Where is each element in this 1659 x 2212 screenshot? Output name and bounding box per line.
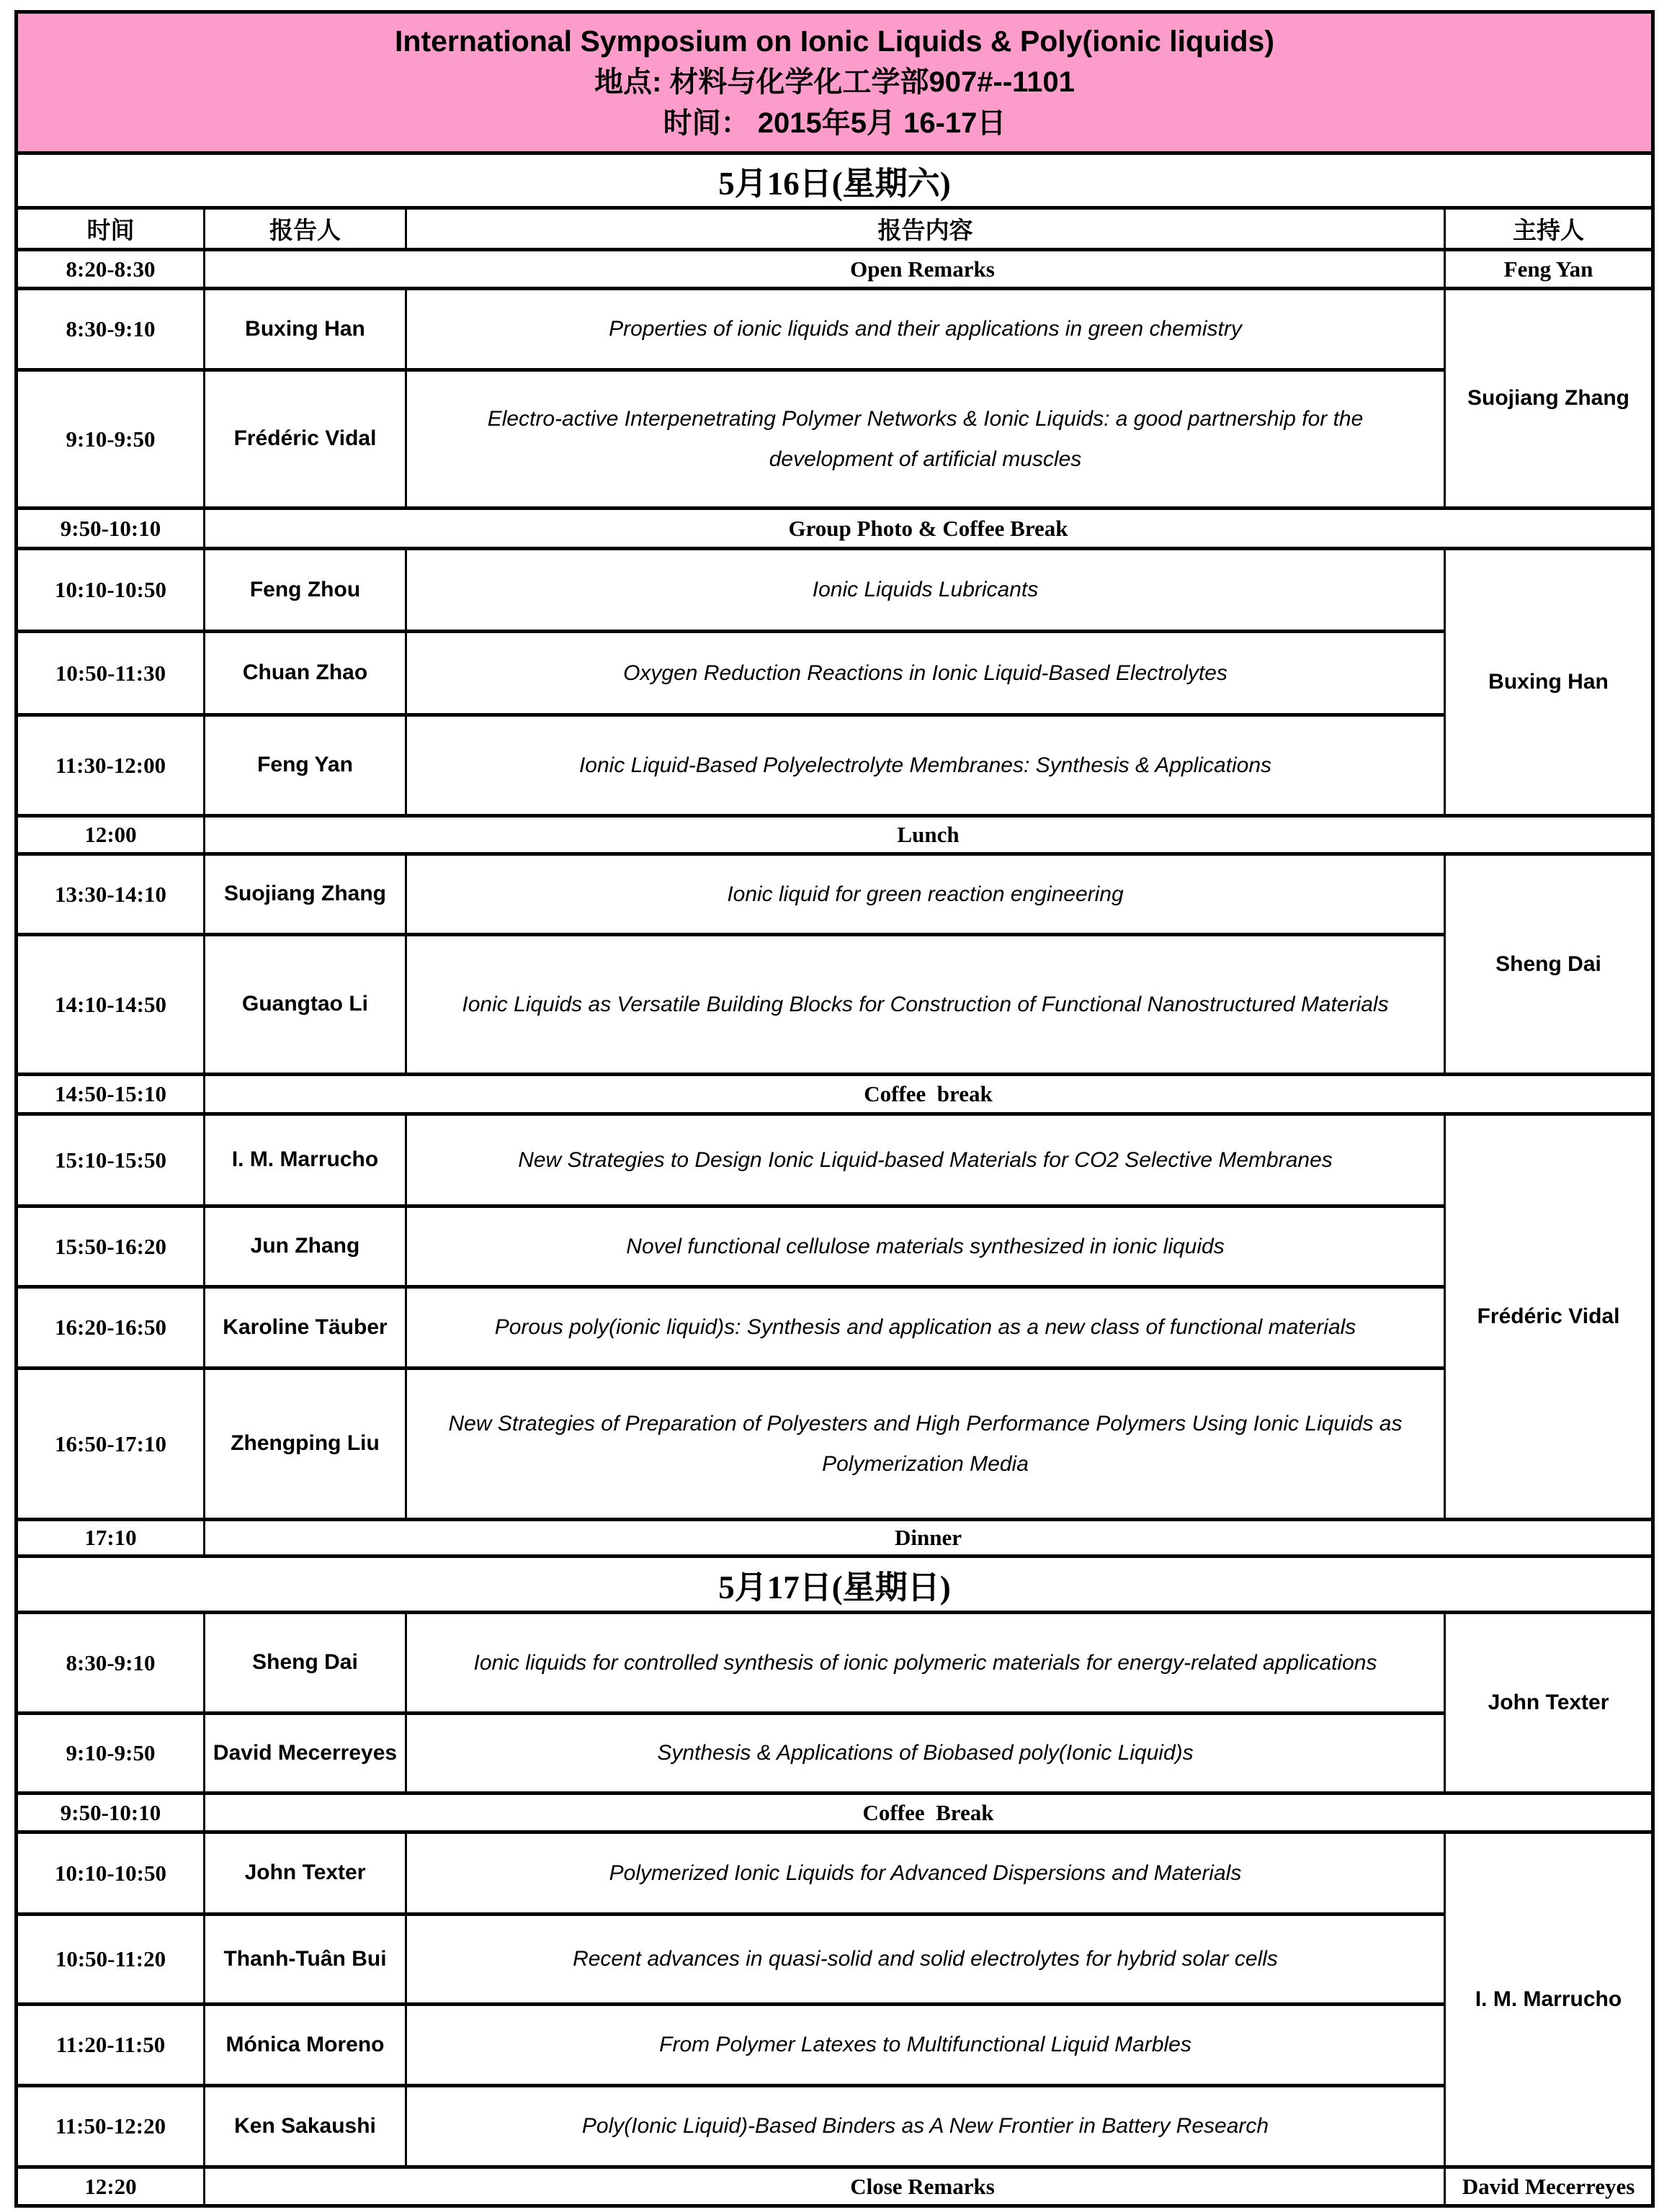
talk-title-cell: Polymerized Ionic Liquids for Advanced Dispersions and Materials xyxy=(406,1832,1445,1915)
time-cell: 8:20-8:30 xyxy=(17,250,205,289)
schedule-page xyxy=(14,10,1655,2208)
table-row xyxy=(17,1114,1653,1206)
talk-title-cell: Porous poly(ionic liquid)s: Synthesis and application as a new class of functional materials xyxy=(406,1287,1445,1369)
speaker-cell: Zhengping Liu xyxy=(205,1369,406,1520)
col-header-speaker: 报告人 xyxy=(205,208,406,250)
chair-cell: David Mecerreyes xyxy=(1445,2167,1653,2206)
speaker-cell: Feng Yan xyxy=(205,715,406,816)
table-row xyxy=(17,2086,1653,2167)
table-row xyxy=(17,715,1653,816)
speaker-cell: Karoline Täuber xyxy=(205,1287,406,1369)
time-cell: 16:20-16:50 xyxy=(17,1287,205,1369)
talk-title-cell: Ionic liquids for controlled synthesis of ionic polymeric materials for energy-related applications xyxy=(406,1613,1445,1714)
speaker-cell: Guangtao Li xyxy=(205,935,406,1075)
time-cell: 17:10 xyxy=(17,1520,205,1557)
speaker-cell: Feng Zhou xyxy=(205,549,406,632)
time-cell: 16:50-17:10 xyxy=(17,1369,205,1520)
speaker-cell: Thanh-Tuân Bui xyxy=(205,1915,406,2005)
chair-cell: I. M. Marrucho xyxy=(1445,1832,1653,2167)
talk-title-cell: New Strategies to Design Ionic Liquid-based Materials for CO2 Selective Membranes xyxy=(406,1114,1445,1206)
talk-title-cell: Ionic Liquid-Based Polyelectrolyte Membranes: Synthesis & Applications xyxy=(406,715,1445,816)
talk-title-cell: New Strategies of Preparation of Polyesters and High Performance Polymers Using Ionic Liquids as Polymerization Media xyxy=(406,1369,1445,1520)
break-label-cell: Close Remarks xyxy=(205,2167,1445,2206)
time-cell: 15:10-15:50 xyxy=(17,1114,205,1206)
chair-cell: Frédéric Vidal xyxy=(1445,1114,1653,1520)
talk-title-cell: Synthesis & Applications of Biobased poly(Ionic Liquid)s xyxy=(406,1714,1445,1794)
talk-title-cell: From Polymer Latexes to Multifunctional Liquid Marbles xyxy=(406,2005,1445,2086)
table-row xyxy=(17,1832,1653,1915)
table-row xyxy=(17,816,1653,854)
table-row xyxy=(17,2005,1653,2086)
speaker-cell: Frédéric Vidal xyxy=(205,370,406,509)
chair-cell: Suojiang Zhang xyxy=(1445,289,1653,509)
talk-title-cell: Ionic Liquids Lubricants xyxy=(406,549,1445,632)
table-row xyxy=(17,935,1653,1075)
table-row xyxy=(17,1794,1653,1832)
talk-title-cell: Ionic liquid for green reaction engineering xyxy=(406,854,1445,935)
break-label-cell: Open Remarks xyxy=(205,250,1445,289)
table-row xyxy=(17,854,1653,935)
table-row xyxy=(17,370,1653,509)
time-cell: 11:50-12:20 xyxy=(17,2086,205,2167)
speaker-cell: Mónica Moreno xyxy=(205,2005,406,2086)
col-header-time: 时间 xyxy=(17,208,205,250)
table-row xyxy=(17,1369,1653,1520)
speaker-cell: Suojiang Zhang xyxy=(205,854,406,935)
time-cell: 14:50-15:10 xyxy=(17,1075,205,1114)
time-cell: 11:20-11:50 xyxy=(17,2005,205,2086)
talk-title-cell: Poly(Ionic Liquid)-Based Binders as A New Frontier in Battery Research xyxy=(406,2086,1445,2167)
table-row xyxy=(17,1714,1653,1794)
table-row xyxy=(17,1915,1653,2005)
table-row xyxy=(17,250,1653,289)
chair-cell: Feng Yan xyxy=(1445,250,1653,289)
day1-date-header: 5月16日(星期六) xyxy=(17,153,1653,208)
chair-cell: John Texter xyxy=(1445,1613,1653,1794)
time-cell: 10:10-10:50 xyxy=(17,549,205,632)
time-cell: 13:30-14:10 xyxy=(17,854,205,935)
time-cell: 8:30-9:10 xyxy=(17,1613,205,1714)
time-cell: 8:30-9:10 xyxy=(17,289,205,370)
banner-location-line: 地点: 材料与化学化工学部907#--1101 xyxy=(594,66,1075,98)
col-header-chair: 主持人 xyxy=(1445,208,1653,250)
time-cell: 12:00 xyxy=(17,816,205,854)
talk-title-cell: Novel functional cellulose materials synthesized in ionic liquids xyxy=(406,1206,1445,1287)
table-row xyxy=(17,289,1653,370)
table-row xyxy=(17,1075,1653,1114)
table-row xyxy=(17,632,1653,715)
schedule-table xyxy=(14,10,1655,2208)
break-label-cell: Dinner xyxy=(205,1520,1653,1557)
time-cell: 9:50-10:10 xyxy=(17,1794,205,1832)
banner-datetime-line: 时间： 2015年5月 16-17日 xyxy=(663,107,1006,139)
speaker-cell: Buxing Han xyxy=(205,289,406,370)
time-cell: 10:10-10:50 xyxy=(17,1832,205,1915)
table-row xyxy=(17,549,1653,632)
talk-title-cell: Recent advances in quasi-solid and solid electrolytes for hybrid solar cells xyxy=(406,1915,1445,2005)
talk-title-cell: Ionic Liquids as Versatile Building Blocks for Construction of Functional Nanostructured Materials xyxy=(406,935,1445,1075)
speaker-cell: Sheng Dai xyxy=(205,1613,406,1714)
talk-title-cell: Electro-active Interpenetrating Polymer Networks & Ionic Liquids: a good partnership for the development of artificial muscles xyxy=(406,370,1445,509)
symposium-title: International Symposium on Ionic Liquids & Poly(ionic liquids) xyxy=(395,24,1274,58)
speaker-cell: John Texter xyxy=(205,1832,406,1915)
talk-title-cell: Oxygen Reduction Reactions in Ionic Liquid-Based Electrolytes xyxy=(406,632,1445,715)
table-row xyxy=(17,1613,1653,1714)
speaker-cell: Jun Zhang xyxy=(205,1206,406,1287)
time-cell: 11:30-12:00 xyxy=(17,715,205,816)
time-cell: 12:20 xyxy=(17,2167,205,2206)
talk-title-cell: Properties of ionic liquids and their applications in green chemistry xyxy=(406,289,1445,370)
time-cell: 14:10-14:50 xyxy=(17,935,205,1075)
break-label-cell: Coffee Break xyxy=(205,1794,1653,1832)
table-row xyxy=(17,1206,1653,1287)
chair-cell: Sheng Dai xyxy=(1445,854,1653,1075)
table-row xyxy=(17,2167,1653,2206)
speaker-cell: Ken Sakaushi xyxy=(205,2086,406,2167)
speaker-cell: I. M. Marrucho xyxy=(205,1114,406,1206)
break-label-cell: Group Photo & Coffee Break xyxy=(205,509,1653,549)
time-cell: 9:10-9:50 xyxy=(17,370,205,509)
col-header-content: 报告内容 xyxy=(406,208,1445,250)
table-row xyxy=(17,509,1653,549)
time-cell: 9:10-9:50 xyxy=(17,1714,205,1794)
speaker-cell: Chuan Zhao xyxy=(205,632,406,715)
time-cell: 15:50-16:20 xyxy=(17,1206,205,1287)
day2-date-header: 5月17日(星期日) xyxy=(17,1557,1653,1613)
break-label-cell: Lunch xyxy=(205,816,1653,854)
time-cell: 9:50-10:10 xyxy=(17,509,205,549)
break-label-cell: Coffee break xyxy=(205,1075,1653,1114)
speaker-cell: David Mecerreyes xyxy=(205,1714,406,1794)
chair-cell: Buxing Han xyxy=(1445,549,1653,816)
banner xyxy=(17,12,1653,153)
table-row xyxy=(17,1520,1653,1557)
table-row xyxy=(17,1287,1653,1369)
time-cell: 10:50-11:20 xyxy=(17,1915,205,2005)
time-cell: 10:50-11:30 xyxy=(17,632,205,715)
